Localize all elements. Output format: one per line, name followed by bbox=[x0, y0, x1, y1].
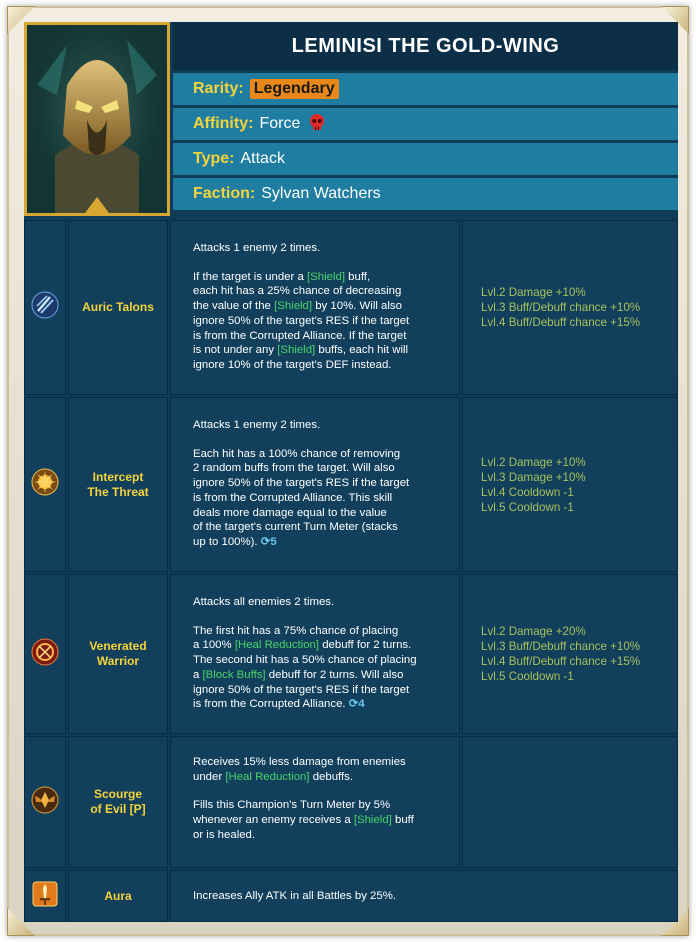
skill-description bbox=[170, 736, 460, 868]
skill-icon-cell bbox=[24, 736, 66, 868]
book-level-line: Lvl.4 Buff/Debuff chance +15% bbox=[481, 655, 641, 668]
golden-burst-icon bbox=[31, 468, 59, 501]
red-sigil-icon bbox=[31, 638, 59, 671]
keyword-heal-reduction: [Heal Reduction] bbox=[225, 770, 310, 783]
skill-description bbox=[170, 574, 460, 734]
skill-desc-effect: If the target is under a [Shield] buff, each hit has a 25% chance of decreasing the value of the [Shield] by 10%. Will also ignore 50% of the target's RES if the target is from the Corrupted Alliance. If the target is not under any [Shield] buffs, each hit will ignore 10% of the target's DEF instead. bbox=[193, 270, 410, 371]
champion-panel bbox=[24, 22, 678, 922]
skill-desc-line: Receives 15% less damage from enemies under [Heal Reduction] debuffs. bbox=[193, 756, 406, 783]
skill-books-list bbox=[462, 397, 678, 572]
book-level-line: Lvl.4 Cooldown -1 bbox=[481, 485, 574, 499]
rarity-label: Rarity: bbox=[193, 80, 244, 97]
skill-books-list bbox=[462, 574, 678, 734]
book-level-line: Lvl.2 Damage +10% bbox=[481, 286, 586, 299]
rarity-badge: Legendary bbox=[250, 79, 339, 99]
skill-desc-line: Attacks 1 enemy 2 times. bbox=[193, 419, 321, 431]
faction-label: Faction: bbox=[193, 185, 256, 202]
keyword-block-buffs: [Block Buffs] bbox=[202, 668, 266, 681]
winged-emblem-icon bbox=[31, 786, 59, 819]
keyword-shield: [Shield] bbox=[274, 300, 313, 313]
champion-card bbox=[7, 6, 689, 936]
skill-desc-line: Attacks all enemies 2 times. bbox=[193, 596, 335, 608]
book-level-line: Lvl.4 Buff/Debuff chance +15% bbox=[481, 316, 641, 329]
faction-row bbox=[173, 178, 678, 210]
faction-value: Sylvan Watchers bbox=[261, 185, 381, 202]
skill-name: Scourge of Evil [P] bbox=[68, 736, 168, 868]
book-level-line: Lvl.3 Buff/Debuff chance +10% bbox=[481, 301, 641, 314]
rarity-row bbox=[173, 73, 678, 105]
champion-name: LEMINISI THE GOLD-WING bbox=[173, 22, 678, 70]
type-row bbox=[173, 143, 678, 175]
skill-description bbox=[170, 397, 460, 572]
book-level-line: Lvl.5 Cooldown -1 bbox=[481, 500, 574, 514]
skill-name: Auric Talons bbox=[68, 220, 168, 395]
skill-row-intercept-the-threat bbox=[24, 397, 678, 572]
book-level-line: Lvl.2 Damage +20% bbox=[481, 625, 586, 638]
skill-description bbox=[170, 220, 460, 395]
keyword-shield: [Shield] bbox=[277, 344, 316, 357]
skill-desc-effect: Fills this Champion's Turn Meter by 5% whenever an enemy receives a [Shield] buff or is healed. bbox=[193, 799, 414, 841]
keyword-shield: [Shield] bbox=[306, 270, 345, 283]
book-level-line: Lvl.3 Damage +10% bbox=[481, 470, 586, 484]
aura-row bbox=[24, 870, 678, 922]
affinity-row bbox=[173, 108, 678, 140]
skill-name: Venerated Warrior bbox=[68, 574, 168, 734]
skill-icon-cell bbox=[24, 574, 66, 734]
champion-portrait bbox=[24, 22, 170, 216]
skill-desc-line: Attacks 1 enemy 2 times. bbox=[193, 242, 321, 254]
sword-aura-icon bbox=[31, 880, 59, 913]
keyword-heal-reduction: [Heal Reduction] bbox=[234, 639, 320, 652]
skill-icon-cell bbox=[24, 220, 66, 395]
skill-row-auric-talons bbox=[24, 220, 678, 395]
skill-desc-effect: The first hit has a 75% chance of placing a 100% [Heal Reduction] debuff for 2 turns. The second hit has a 50% chance of placing a [Block Buffs] debuff for 2 turns. Will also ignore 50% of the target's RES if the target is from the Corrupted Alliance. ⟳4 bbox=[193, 624, 417, 711]
skill-name: Intercept The Threat bbox=[68, 397, 168, 572]
skill-books-list bbox=[462, 220, 678, 395]
aura-icon-cell bbox=[24, 870, 66, 922]
skill-desc-effect: Each hit has a 100% chance of removing 2 random buffs from the target. Will also ignore 50% of the target's RES if the target is from the Corrupted Alliance. This skill deals more damage equal to the value of the target's current Turn Meter (stacks up to 100%). ⟳5 bbox=[193, 447, 410, 548]
cooldown-circle-icon: ⟳ bbox=[348, 698, 359, 711]
type-value: Attack bbox=[240, 150, 285, 167]
cooldown-value: 4 bbox=[358, 698, 365, 711]
aura-description: Increases Ally ATK in all Battles by 25%. bbox=[170, 870, 678, 922]
skill-books-list bbox=[462, 736, 678, 868]
skill-row-scourge-of-evil bbox=[24, 736, 678, 868]
book-level-line: Lvl.5 Cooldown -1 bbox=[481, 670, 574, 683]
claw-slash-icon bbox=[31, 291, 59, 324]
type-label: Type: bbox=[193, 150, 235, 167]
book-level-line: Lvl.3 Buff/Debuff chance +10% bbox=[481, 640, 641, 653]
skill-icon-cell bbox=[24, 397, 66, 572]
red-skull-icon bbox=[308, 113, 326, 136]
aura-label: Aura bbox=[68, 870, 168, 922]
book-level-line: Lvl.2 Damage +10% bbox=[481, 455, 586, 469]
affinity-label: Affinity: bbox=[193, 115, 254, 132]
affinity-value: Force bbox=[259, 115, 301, 132]
cooldown-value: 5 bbox=[270, 535, 277, 548]
skill-row-venerated-warrior bbox=[24, 574, 678, 734]
cooldown-circle-icon: ⟳ bbox=[260, 535, 271, 548]
keyword-shield: [Shield] bbox=[353, 814, 392, 827]
